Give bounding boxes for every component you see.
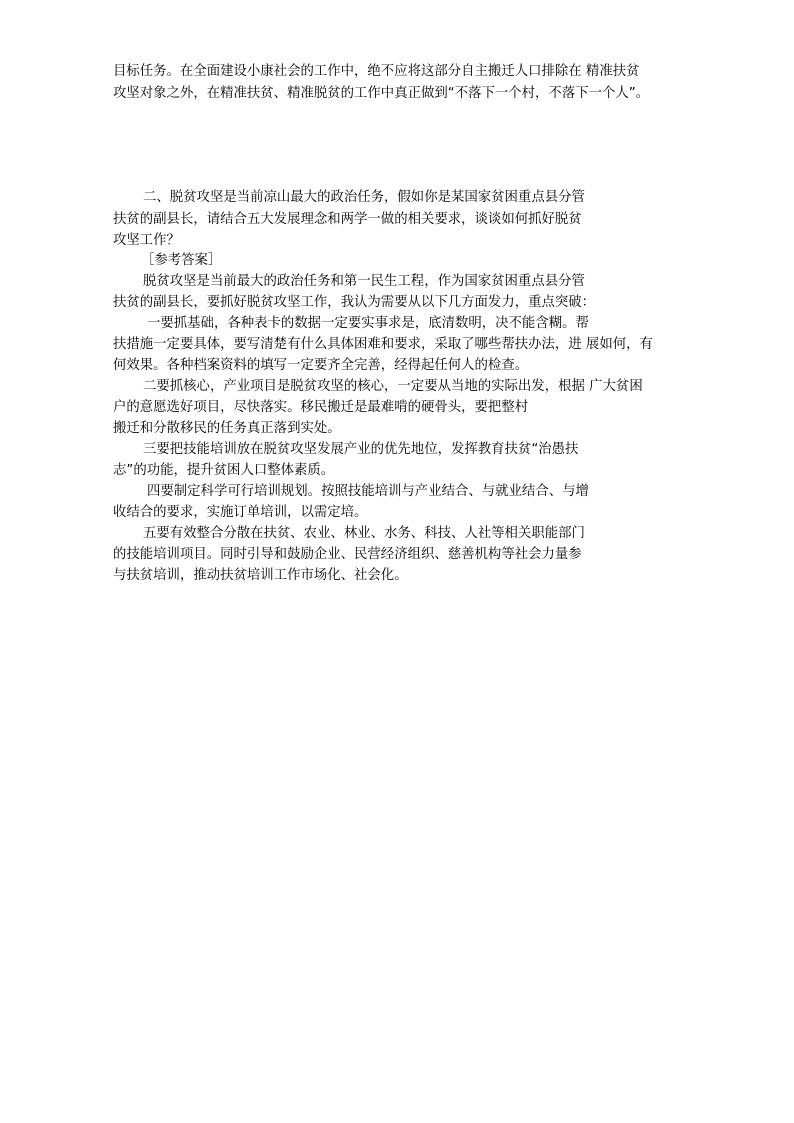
answer-line: 扶贫的副县长，要抓好脱贫攻坚工作，我认为需要从以下几方面发力，重点突破： — [113, 295, 596, 310]
answer-line: 四要制定科学可行培训规划。按照技能培训与产业结合、与就业结合、与增 — [147, 484, 589, 499]
answer-line: 户的意愿选好项目，尽快落实。移民搬迁是最难啃的硬骨头，要把整村 — [113, 400, 529, 415]
answer-line: 脱贫攻坚是当前最大的政治任务和第一民生工程，作为国家贫困重点县分管 — [143, 274, 585, 289]
intro-line: 攻坚对象之外，在精准扶贫、精准脱贫的工作中真正做到“不落下一个村，不落下一个人”。 — [113, 86, 650, 101]
answer-heading: ［参考答案］ — [141, 253, 222, 268]
answer-line: 二要抓核心，产业项目是脱贫攻坚的核心，一定要从当地的实际出发，根据 广大贫困 — [143, 379, 643, 394]
intro-line: 目标任务。在全面建设小康社会的工作中，绝不应将这部分自主搬迁人口排除在 精准扶贫 — [113, 64, 640, 79]
answer-line: 五要有效整合分散在扶贫、农业、林业、水务、科技、人社等相关职能部门 — [143, 526, 585, 541]
answer-line: 收结合的要求，实施订单培训，以需定培。 — [113, 505, 368, 520]
question-line: 扶贫的副县长，请结合五大发展理念和两学一做的相关要求，谈谈如何抓好脱贫 — [113, 212, 582, 227]
answer-line: 何效果。各种档案资料的填写一定要齐全完善，经得起任何人的检查。 — [113, 358, 529, 373]
answer-line: 志”的功能，提升贫困人口整体素质。 — [113, 463, 335, 478]
answer-line: 一要抓基础，各种表卡的数据一定要实事求是，底清数明，决不能含糊。帮 — [147, 316, 589, 331]
answer-line: 三要把技能培训放在脱贫攻坚发展产业的优先地位，发挥教育扶贫“治愚扶 — [143, 442, 579, 457]
question-line: 攻坚工作？ — [113, 233, 180, 248]
answer-line: 与扶贫培训，推动扶贫培训工作市场化、社会化。 — [113, 568, 408, 583]
answer-line: 扶措施一定要具体，要写清楚有什么具体困难和要求，采取了哪些帮扶办法，进 展如何，有 — [113, 337, 653, 352]
question-line: 二、脱贫攻坚是当前凉山最大的政治任务，假如你是某国家贫困重点县分管 — [143, 190, 585, 205]
answer-line: 搬迁和分散移民的任务真正落到实处。 — [113, 421, 341, 436]
answer-line: 的技能培训项目。同时引导和鼓励企业、民营经济组织、慈善机构等社会力量参 — [113, 547, 582, 562]
